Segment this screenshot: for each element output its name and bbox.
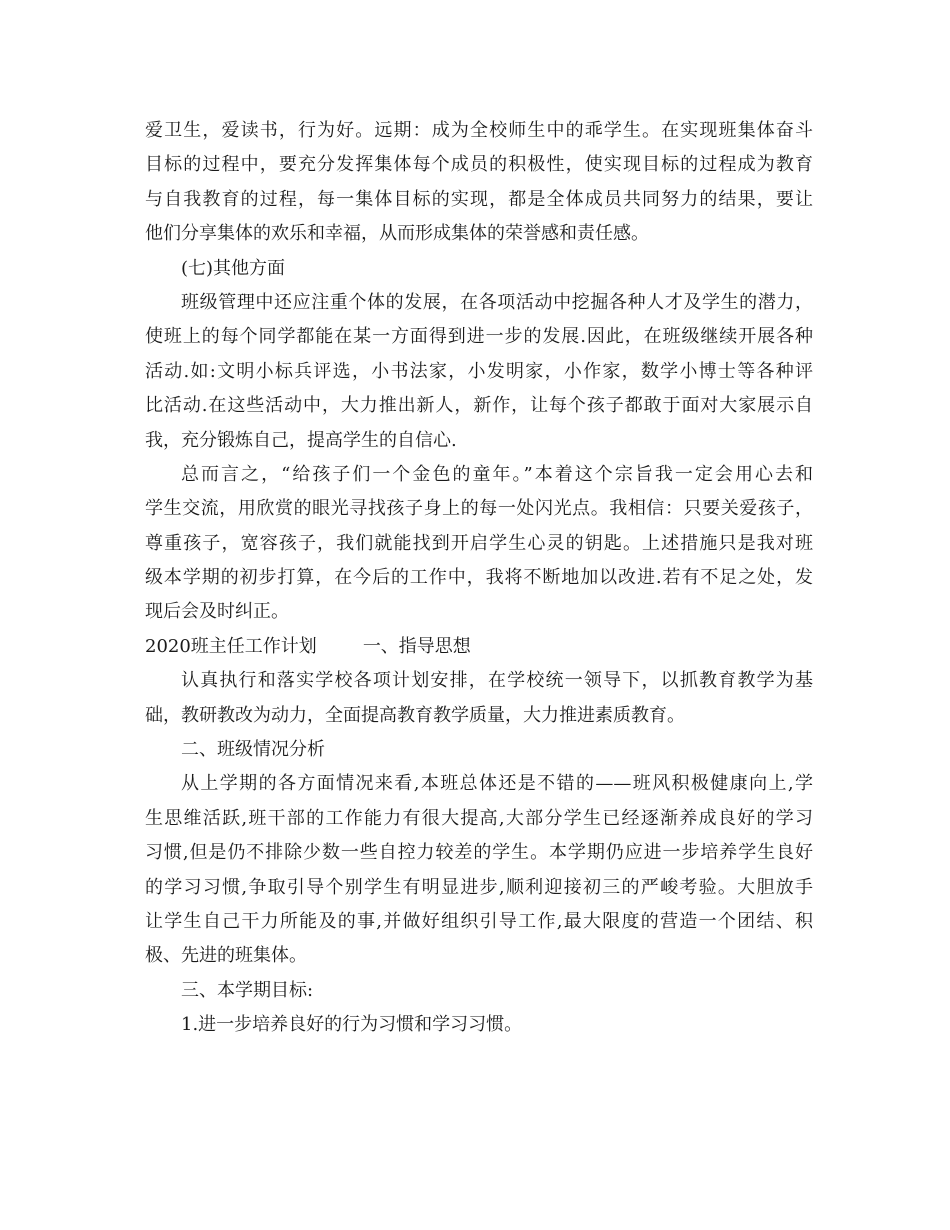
paragraph-line: 级本学期的初步打算，在今后的工作中，我将不断地加以改进.若有不足之处，发 [145, 567, 813, 589]
paragraph-line: 与自我教育的过程，每一集体目标的实现，都是全体成员共同努力的结果，要让 [145, 188, 813, 210]
section-heading-1: 一、指导思想 [362, 635, 471, 657]
paragraph-line: 生思维活跃,班干部的工作能力有很大提高,大部分学生已经逐渐养成良好的学习 [145, 807, 813, 829]
paragraph-line: 的学习习惯,争取引导个别学生有明显进步,顺利迎接初三的严峻考验。大胆放手 [145, 876, 813, 898]
paragraph-line: 学生交流，用欣赏的眼光寻找孩子身上的每一处闪光点。我相信：只要关爱孩子， [145, 498, 813, 520]
paragraph-line: 让学生自己干力所能及的事,并做好组织引导工作,最大限度的营造一个团结、积 [145, 910, 813, 932]
paragraph-line: 础，教研教改为动力，全面提高教育教学质量，大力推进素质教育。 [145, 704, 685, 726]
paragraph-line: 极、先进的班集体。 [145, 945, 307, 967]
paragraph-line: 爱卫生，爱读书，行为好。远期：成为全校师生中的乖学生。在实现班集体奋斗 [145, 120, 813, 141]
paragraph-line: 习惯,但是仍不排除少数一些自控力较差的学生。本学期仍应进一步培养学生良好 [145, 842, 813, 864]
paragraph-line: 目标的过程中，要充分发挥集体每个成员的积极性，使实现目标的过程成为教育 [145, 154, 813, 176]
paragraph-line: 总而言之，“给孩子们一个金色的童年。”本着这个宗旨我一定会用心去和 [181, 463, 813, 485]
paragraph-line: 现后会及时纠正。 [145, 601, 289, 623]
paragraph-line: 从上学期的各方面情况来看,本班总体还是不错的——班风积极健康向上,学 [181, 773, 813, 795]
title-line [145, 630, 813, 664]
paragraph-line: 使班上的每个同学都能在某一方面得到进一步的发展.因此，在班级继续开展各种 [145, 326, 813, 348]
document-body [145, 114, 813, 1043]
paragraph-line: 认真执行和落实学校各项计划安排，在学校统一领导下，以抓教育教学为基 [181, 670, 813, 692]
list-item: 1.进一步培养良好的行为习惯和学习习惯。 [181, 1014, 523, 1036]
section-heading-3: 三、本学期目标: [181, 979, 314, 1001]
paragraph-line: 他们分享集体的欢乐和幸福，从而形成集体的荣誉感和责任感。 [145, 223, 649, 245]
paragraph-line: 尊重孩子，宽容孩子，我们就能找到开启学生心灵的钥匙。上述措施只是我对班 [145, 532, 813, 554]
paragraph-line: 活动.如:文明小标兵评选，小书法家，小发明家，小作家，数学小博士等各种评 [145, 360, 813, 382]
paragraph-line: 我，充分锻炼自己，提高学生的自信心. [145, 429, 457, 451]
paragraph-line: 班级管理中还应注重个体的发展，在各项活动中挖掘各种人才及学生的潜力， [181, 291, 813, 313]
section-heading-7: (七)其他方面 [181, 257, 286, 279]
paragraph-line: 比活动.在这些活动中，大力推出新人，新作，让每个孩子都敢于面对大家展示自 [145, 395, 813, 417]
section-heading-2: 二、班级情况分析 [181, 739, 325, 761]
document-title: 2020班主任工作计划 [145, 635, 317, 657]
